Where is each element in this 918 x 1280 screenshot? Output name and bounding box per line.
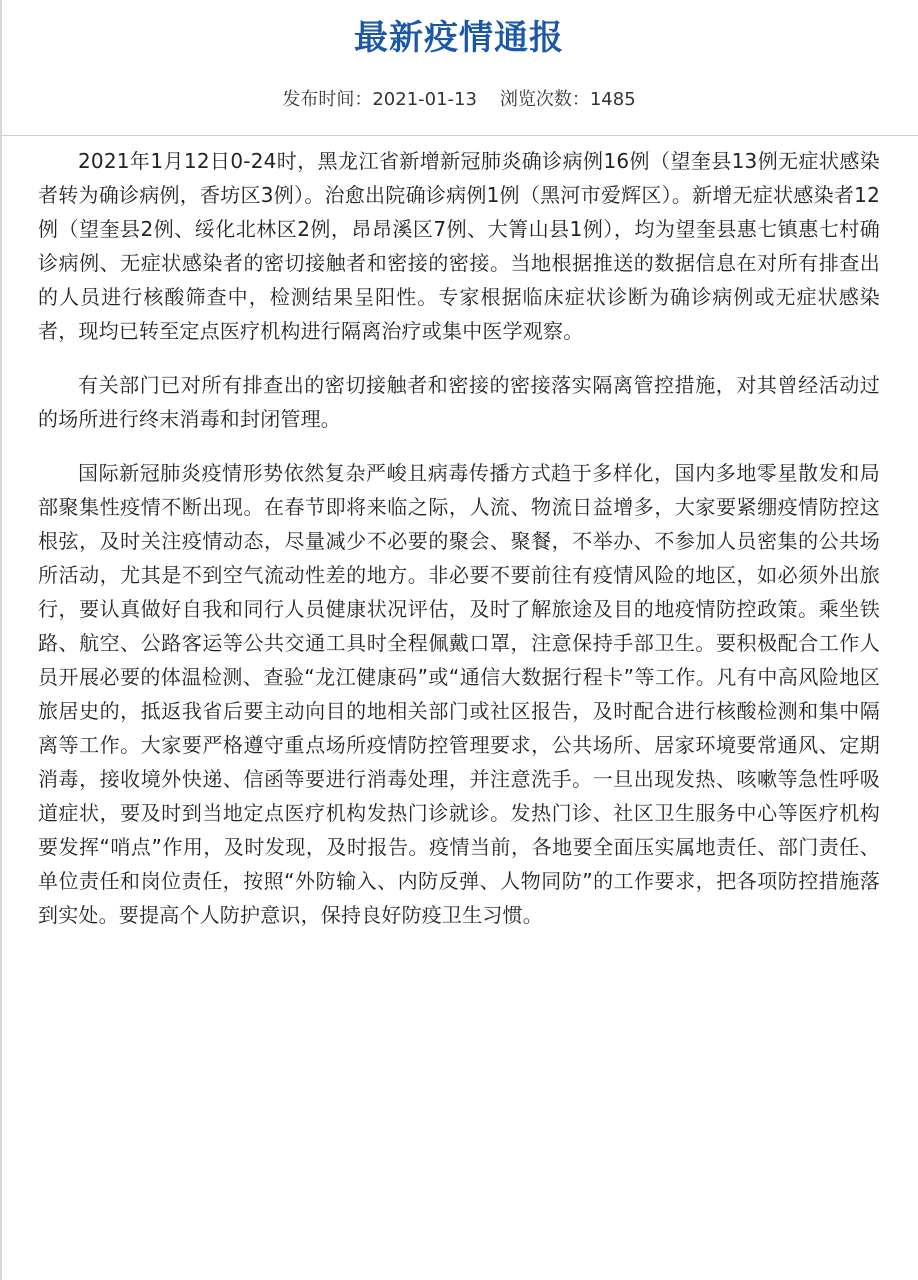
article-paragraph: 国际新冠肺炎疫情形势依然复杂严峻且病毒传播方式趋于多样化，国内多地零星散发和局部聚集性疫情不断出现。在春节即将来临之际，人流、物流日益增多，大家要紧绷疫情防控这根弦，及时关注疫情动态，尽量减少不必要的聚会、聚餐，不举办、不参加人员密集的公共场所活动，尤其是不到空气流动性差的地方。非必要不要前往有疫情风险的地区，如必须外出旅行，要认真做好自我和同行人员健康状况评估，及时了解旅途及目的地疫情防控政策。乘坐铁路、航空、公路客运等公共交通工具时全程佩戴口罩，注意保持手部卫生。要积极配合工作人员开展必要的体温检测、查验“龙江健康码”或“通信大数据行程卡”等工作。凡有中高风险地区旅居史的，抵返我省后要主动向目的地相关部门或社区报告，及时配合进行核酸检测和集中隔离等工作。大家要严格遵守重点场所疫情防控管理要求，公共场所、居家环境要常通风、定期消毒，接收境外快递、信函等要进行消毒处理，并注意洗手。一旦出现发热、咳嗽等急性呼吸道症状，要及时到当地定点医疗机构发热门诊就诊。发热门诊、社区卫生服务中心等医疗机构要发挥“哨点”作用，及时发现，及时报告。疫情当前，各地要全面压实属地责任、部门责任、单位责任和岗位责任，按照“外防输入、内防反弹、人物同防”的工作要求，把各项防控措施落到实处。要提高个人防护意识，保持良好防疫卫生习惯。 (38, 461, 880, 927)
header-divider (0, 135, 918, 136)
left-frame-border (0, 0, 2, 1280)
article-meta (0, 82, 918, 118)
page-title: 最新疫情通报 (354, 18, 564, 58)
publish-date: 2021-01-13 (372, 89, 477, 110)
publish-label: 发布时间： (282, 89, 373, 110)
article-header (0, 0, 918, 136)
views-label: 浏览次数： (499, 89, 590, 110)
article-paragraph: 有关部门已对所有排查出的密切接触者和密接的密接落实隔离管控措施，对其曾经活动过的场所进行终末消毒和封闭管理。 (38, 373, 880, 431)
article-body (38, 144, 880, 952)
views-count: 1485 (589, 89, 636, 110)
article-paragraph: 2021年1月12日0-24时，黑龙江省新增新冠肺炎确诊病例16例（望奎县13例无症状感染者转为确诊病例，香坊区3例）。治愈出院确诊病例1例（黑河市爱辉区）。新增无症状感染者12例（望奎县2例、绥化北林区2例，昂昂溪区7例、大箐山县1例），均为望奎县惠七镇惠七村确诊病例、无症状感染者的密切接触者和密接的密接。当地根据推送的数据信息在对所有排查出的人员进行核酸筛查中，检测结果呈阳性。专家根据临床症状诊断为确诊病例或无症状感染者，现均已转至定点医疗机构进行隔离治疗或集中医学观察。 (38, 149, 880, 343)
meta-spacer (477, 89, 500, 110)
